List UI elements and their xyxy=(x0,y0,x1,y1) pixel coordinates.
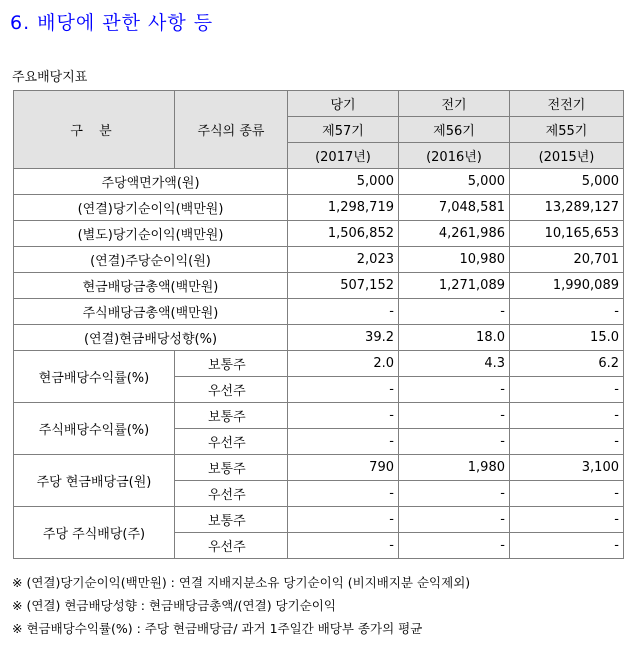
row-label: (연결)당기순이익(백만원) xyxy=(14,195,288,221)
footnote: ※ (연결) 현금배당성향 : 현금배당금총액/(연결) 당기순이익 xyxy=(12,598,336,613)
cell-value: - xyxy=(288,377,399,403)
header-category: 구 분 xyxy=(14,91,175,169)
cell-value: 1,271,089 xyxy=(399,273,510,299)
row-label: (별도)당기순이익(백만원) xyxy=(14,221,288,247)
cell-value: 10,165,653 xyxy=(510,221,624,247)
table-row xyxy=(14,455,624,481)
cell-value: 6.2 xyxy=(510,351,624,377)
cell-value: - xyxy=(288,403,399,429)
footnotes xyxy=(12,571,470,640)
header-period-term: 제57기 xyxy=(288,117,399,143)
row-label: 주당액면가액(원) xyxy=(14,169,288,195)
cell-value: 790 xyxy=(288,455,399,481)
header-period-name: 전전기 xyxy=(510,91,624,117)
header-period-name: 당기 xyxy=(288,91,399,117)
dividend-table xyxy=(13,90,624,559)
cell-value: - xyxy=(288,429,399,455)
header-period-year: (2016년) xyxy=(399,143,510,169)
stock-type-cell: 우선주 xyxy=(175,377,288,403)
cell-value: 1,990,089 xyxy=(510,273,624,299)
cell-value: - xyxy=(399,481,510,507)
cell-value: 1,980 xyxy=(399,455,510,481)
cell-value: 4.3 xyxy=(399,351,510,377)
cell-value: 507,152 xyxy=(288,273,399,299)
cell-value: 4,261,986 xyxy=(399,221,510,247)
cell-value: 15.0 xyxy=(510,325,624,351)
cell-value: - xyxy=(399,403,510,429)
row-label: (연결)현금배당성향(%) xyxy=(14,325,288,351)
cell-value: - xyxy=(288,481,399,507)
stock-type-cell: 보통주 xyxy=(175,351,288,377)
cell-value: 2,023 xyxy=(288,247,399,273)
cell-value: - xyxy=(399,299,510,325)
cell-value: - xyxy=(510,299,624,325)
cell-value: 5,000 xyxy=(288,169,399,195)
cell-value: - xyxy=(399,533,510,559)
group-label: 주당 주식배당(주) xyxy=(14,507,175,559)
section-title: 6. 배당에 관한 사항 등 xyxy=(10,12,214,34)
cell-value: 13,289,127 xyxy=(510,195,624,221)
header-stock-type: 주식의 종류 xyxy=(175,91,288,169)
cell-value: - xyxy=(510,507,624,533)
cell-value: 1,506,852 xyxy=(288,221,399,247)
footnote: ※ 현금배당수익률(%) : 주당 현금배당금/ 과거 1주일간 배당부 종가의 평균 xyxy=(12,621,423,636)
row-label: 현금배당금총액(백만원) xyxy=(14,273,288,299)
table-row xyxy=(14,403,624,429)
cell-value: - xyxy=(399,377,510,403)
table-row xyxy=(14,325,624,351)
table-row xyxy=(14,247,624,273)
stock-type-cell: 우선주 xyxy=(175,533,288,559)
group-label: 현금배당수익률(%) xyxy=(14,351,175,403)
table-row xyxy=(14,299,624,325)
cell-value: 7,048,581 xyxy=(399,195,510,221)
header-period-year: (2015년) xyxy=(510,143,624,169)
header-row xyxy=(14,91,624,117)
header-period-year: (2017년) xyxy=(288,143,399,169)
header-period-term: 제56기 xyxy=(399,117,510,143)
cell-value: - xyxy=(510,533,624,559)
cell-value: - xyxy=(510,403,624,429)
cell-value: 1,298,719 xyxy=(288,195,399,221)
header-period-term: 제55기 xyxy=(510,117,624,143)
cell-value: - xyxy=(399,429,510,455)
cell-value: 20,701 xyxy=(510,247,624,273)
group-label: 주식배당수익률(%) xyxy=(14,403,175,455)
cell-value: 5,000 xyxy=(399,169,510,195)
table-row xyxy=(14,507,624,533)
cell-value: - xyxy=(510,429,624,455)
cell-value: - xyxy=(288,533,399,559)
cell-value: - xyxy=(510,377,624,403)
stock-type-cell: 보통주 xyxy=(175,403,288,429)
row-label: 주식배당금총액(백만원) xyxy=(14,299,288,325)
cell-value: - xyxy=(399,507,510,533)
table-row xyxy=(14,195,624,221)
cell-value: 5,000 xyxy=(510,169,624,195)
cell-value: - xyxy=(288,299,399,325)
cell-value: 3,100 xyxy=(510,455,624,481)
table-caption: 주요배당지표 xyxy=(12,70,88,85)
stock-type-cell: 보통주 xyxy=(175,507,288,533)
cell-value: 18.0 xyxy=(399,325,510,351)
table-row xyxy=(14,221,624,247)
cell-value: - xyxy=(288,507,399,533)
footnote: ※ (연결)당기순이익(백만원) : 연결 지배지분소유 당기순이익 (비지배지분 순익제외) xyxy=(12,575,471,590)
cell-value: 10,980 xyxy=(399,247,510,273)
cell-value: 39.2 xyxy=(288,325,399,351)
stock-type-cell: 보통주 xyxy=(175,455,288,481)
group-label: 주당 현금배당금(원) xyxy=(14,455,175,507)
stock-type-cell: 우선주 xyxy=(175,481,288,507)
header-period-name: 전기 xyxy=(399,91,510,117)
row-label: (연결)주당순이익(원) xyxy=(14,247,288,273)
cell-value: 2.0 xyxy=(288,351,399,377)
table-row xyxy=(14,351,624,377)
table-row xyxy=(14,273,624,299)
table-row xyxy=(14,169,624,195)
cell-value: - xyxy=(510,481,624,507)
stock-type-cell: 우선주 xyxy=(175,429,288,455)
